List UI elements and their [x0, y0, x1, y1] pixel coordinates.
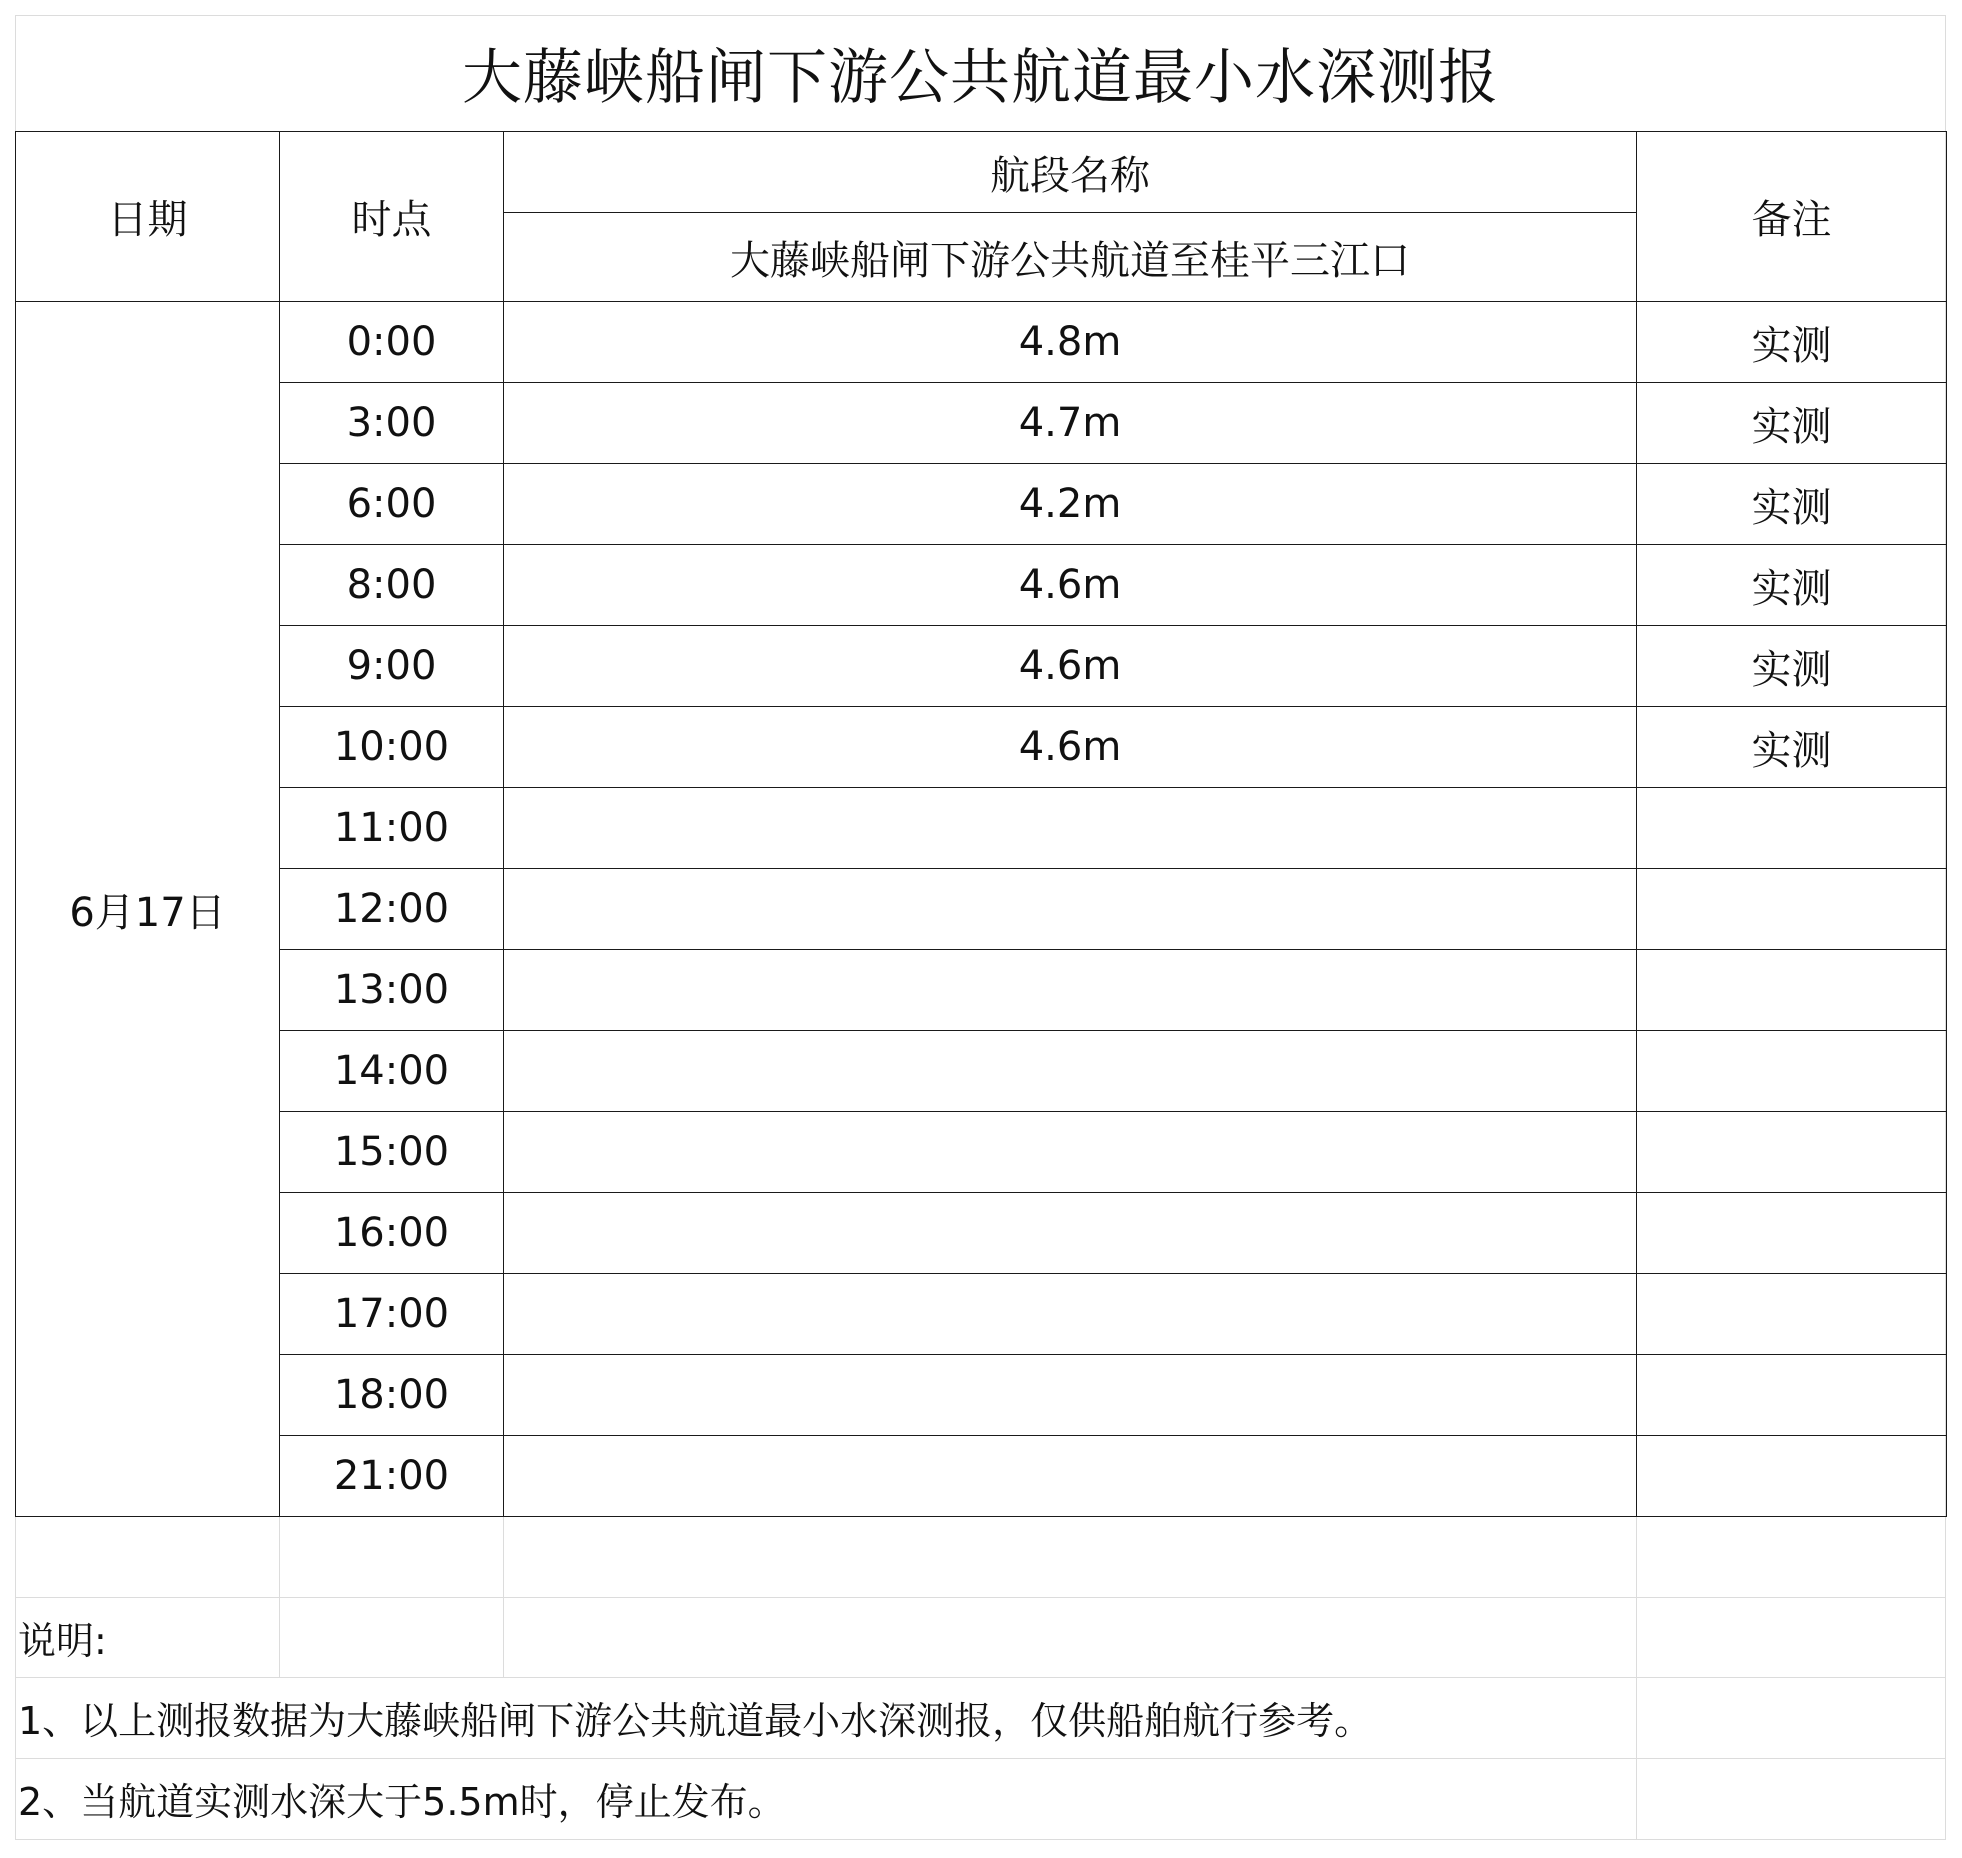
- gridline: [1636, 1517, 1637, 1840]
- depth-cell: [504, 1436, 1637, 1517]
- gridline: [15, 1839, 1946, 1840]
- remark-cell: [1637, 1193, 1947, 1274]
- remark-cell: [1637, 1436, 1947, 1517]
- table-row: [16, 1112, 1947, 1193]
- report-title: 大藤峡船闸下游公共航道最小水深测报: [462, 43, 1499, 113]
- table-body: [16, 132, 1947, 1517]
- header-remark: 备注: [1637, 132, 1947, 302]
- remark-cell: 实测: [1637, 545, 1947, 626]
- time-cell: 11:00: [280, 788, 504, 869]
- depth-cell: 4.7m: [504, 383, 1637, 464]
- table-row: [16, 1031, 1947, 1112]
- time-cell: 17:00: [280, 1274, 504, 1355]
- table-row: [16, 464, 1947, 545]
- header-segment-name: 航段名称: [504, 132, 1637, 213]
- table-row: [16, 1193, 1947, 1274]
- depth-cell: 4.2m: [504, 464, 1637, 545]
- depth-cell: [504, 1112, 1637, 1193]
- time-cell: 21:00: [280, 1436, 504, 1517]
- remark-cell: [1637, 1355, 1947, 1436]
- depth-cell: 4.8m: [504, 302, 1637, 383]
- table-row: [16, 869, 1947, 950]
- remark-cell: 实测: [1637, 626, 1947, 707]
- time-cell: 6:00: [280, 464, 504, 545]
- remark-cell: 实测: [1637, 383, 1947, 464]
- note-line-1: 1、以上测报数据为大藤峡船闸下游公共航道最小水深测报，仅供船舶航行参考。: [18, 1698, 1373, 1743]
- depth-cell: [504, 1274, 1637, 1355]
- time-cell: 18:00: [280, 1355, 504, 1436]
- header-row: [16, 132, 1947, 213]
- remark-cell: 实测: [1637, 707, 1947, 788]
- notes-heading: 说明:: [18, 1618, 107, 1663]
- gridline: [15, 1597, 1946, 1598]
- remark-cell: [1637, 869, 1947, 950]
- table-row: [16, 1355, 1947, 1436]
- depth-cell: 4.6m: [504, 626, 1637, 707]
- remark-cell: [1637, 788, 1947, 869]
- depth-cell: 4.6m: [504, 707, 1637, 788]
- table-row: [16, 1436, 1947, 1517]
- remark-cell: [1637, 1274, 1947, 1355]
- depth-report-table: [15, 131, 1947, 1517]
- depth-cell: [504, 1193, 1637, 1274]
- table-row: [16, 1274, 1947, 1355]
- table-row: [16, 950, 1947, 1031]
- table-row: [16, 545, 1947, 626]
- date-cell: 6月17日: [16, 302, 280, 1517]
- time-cell: 16:00: [280, 1193, 504, 1274]
- table-row: [16, 626, 1947, 707]
- depth-cell: [504, 950, 1637, 1031]
- remark-cell: 实测: [1637, 302, 1947, 383]
- time-cell: 14:00: [280, 1031, 504, 1112]
- time-cell: 9:00: [280, 626, 504, 707]
- depth-cell: [504, 788, 1637, 869]
- time-cell: 12:00: [280, 869, 504, 950]
- depth-cell: 4.6m: [504, 545, 1637, 626]
- time-cell: 0:00: [280, 302, 504, 383]
- table-row: [16, 788, 1947, 869]
- depth-cell: [504, 1031, 1637, 1112]
- remark-cell: [1637, 950, 1947, 1031]
- depth-cell: [504, 1355, 1637, 1436]
- time-cell: 10:00: [280, 707, 504, 788]
- time-cell: 8:00: [280, 545, 504, 626]
- table-row: [16, 383, 1947, 464]
- table-row: [16, 707, 1947, 788]
- header-segment: 大藤峡船闸下游公共航道至桂平三江口: [504, 213, 1637, 302]
- note-line-2: 2、当航道实测水深大于5.5m时，停止发布。: [18, 1779, 786, 1824]
- time-cell: 3:00: [280, 383, 504, 464]
- time-cell: 13:00: [280, 950, 504, 1031]
- header-date: 日期: [16, 132, 280, 302]
- time-cell: 15:00: [280, 1112, 504, 1193]
- table-row: [16, 302, 1947, 383]
- header-time: 时点: [280, 132, 504, 302]
- remark-cell: [1637, 1031, 1947, 1112]
- remark-cell: [1637, 1112, 1947, 1193]
- depth-cell: [504, 869, 1637, 950]
- remark-cell: 实测: [1637, 464, 1947, 545]
